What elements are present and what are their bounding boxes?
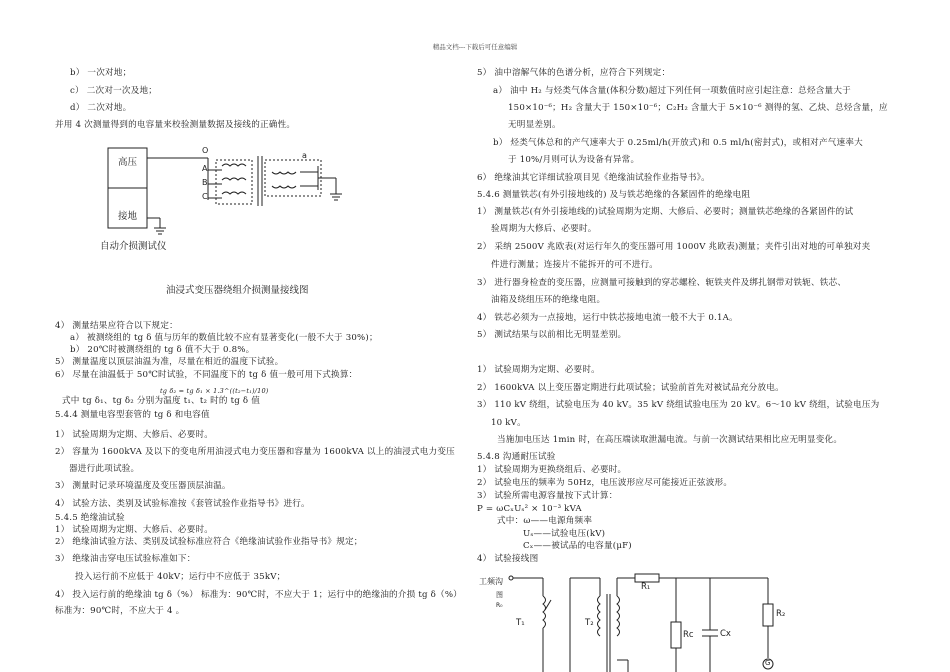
g-label: G: [765, 659, 771, 667]
instrument-label: 自动介损测试仪: [100, 241, 167, 252]
formula-term: Cₓ——被试品的电容量(μF): [523, 541, 632, 551]
list-item: 3） 绝缘油击穿电压试验标准如下：: [55, 554, 196, 564]
list-item: 2） 绝缘油试验方法、类别及试验标准应符合《绝缘油试验作业指导书》规定；: [55, 537, 363, 547]
list-item: 无明显差别。: [508, 120, 561, 130]
list-item: b） 20℃时被测绕组的 tg δ 值不大于 0.8%。: [70, 345, 255, 355]
formula: P = ωCₓUₛ² × 10⁻³ kVA: [477, 504, 582, 514]
paragraph: 式中 tg δ₁、tg δ₂ 分别为温度 t₁、t₂ 时的 tg δ 值: [62, 396, 260, 406]
list-item: 器进行此项试验。: [69, 464, 140, 474]
section-heading: 5.4.4 测量电容型套管的 tg δ 和电容值: [55, 410, 210, 420]
formula: tg δ₂ = tg δ₁ × 1.3^((t₂−t₁)/10): [160, 387, 269, 395]
page-header: 精品文档---下载后可任意编辑: [432, 43, 518, 51]
list-item: 10 kV。: [491, 418, 526, 428]
formula-term: Uₛ——试验电压(kV): [523, 529, 606, 539]
list-item: 2） 容量为 1600kVA 及以下的变电所用油浸式电力变压器和容量为 1600kVA 以上的油浸式电力变压: [55, 447, 455, 457]
rc-label: Rc: [683, 630, 694, 640]
list-item: 4） 铁芯必须为一点接地，运行中铁芯接地电流一般不大于 0.1A。: [477, 313, 738, 323]
source-label: 工频沟: [479, 577, 503, 586]
list-item: b） 烃类气体总和的产气速率大于 0.25ml/h(开放式)和 0.5 ml/h(密封式)，或相对产气速率大: [493, 138, 863, 148]
cx-label: Cx: [720, 629, 731, 639]
list-item: 2） 试验电压的频率为 50Hz，电压波形应尽可能接近正弦波形。: [477, 478, 733, 488]
list-item: 5） 测试结果与以前相比无明显差别。: [477, 330, 627, 340]
box-high-label: 高压: [118, 157, 138, 168]
list-item: 于 10%/月则可认为设备有异常。: [508, 155, 640, 165]
list-item: 5） 油中溶解气体的色谱分析，应符合下列规定：: [477, 68, 671, 78]
list-item: 1） 试验周期为定期、大修后、必要时。: [55, 430, 214, 440]
list-item: 验周期为大修后、必要时。: [491, 224, 597, 234]
terminal-label: A: [202, 164, 208, 173]
list-item: 标准为：90℃时，不应大于 4 。: [55, 606, 185, 616]
section-heading: 5.4.5 绝缘油试验: [55, 513, 125, 523]
list-item: 4） 投入运行前的绝缘油 tg δ（%） 标准为：90℃时，不应大于 1；运行中的绝缘油的介损 tg δ（%）: [55, 590, 462, 600]
list-item: 油箱及绕组压环的绝缘电阻。: [491, 295, 606, 305]
list-item: 1） 试验周期为定期、必要时。: [477, 365, 600, 375]
list-item: 件进行测量；连接片不能拆开的可不进行。: [491, 260, 659, 270]
terminal-label: B: [202, 178, 208, 187]
list-item: a） 油中 H₂ 与烃类气体含量(体积分数)超过下列任何一项数值时应引起注意：总烃含量大于: [493, 86, 851, 96]
paragraph: 并用 4 次测量得到的电容量来校验测量数据及接线的正确性。: [55, 120, 296, 130]
list-item: 3） 试验所需电源容量按下式计算：: [477, 491, 618, 501]
source-label: 图: [496, 591, 503, 599]
section-heading: 5.4.8 沟通耐压试验: [477, 452, 556, 462]
list-item: d） 二次对地。: [70, 103, 132, 113]
t2-label: T₂: [585, 618, 594, 628]
list-item: b） 一次对地；: [70, 68, 132, 78]
list-item: 投入运行前不应低于 40kV；运行中不应低于 35kV；: [75, 572, 286, 582]
r1-label: R₁: [641, 582, 651, 592]
section-heading: 5.4.6 测量铁芯(有外引接地线的) 及与铁芯绝缘的各紧固件的绝缘电阻: [477, 190, 751, 200]
t1-label: T₁: [516, 618, 525, 628]
terminal-label: C: [202, 192, 208, 201]
list-item: 3） 测量时记录环境温度及变压器顶层油温。: [55, 481, 231, 491]
paragraph: 当施加电压达 1min 时，在高压端读取泄漏电流。与前一次测试结果相比应无明显变化。: [497, 435, 843, 445]
list-item: c） 二次对一次及地；: [70, 86, 158, 96]
list-item: 5） 测量温度以顶层油温为准，尽量在相近的温度下试验。: [55, 357, 284, 367]
list-item: 1） 测量铁芯(有外引接地线的)试验周期为定期、大修后、必要时；测量铁芯绝缘的各紧固件的试: [477, 207, 854, 217]
list-item: 6） 尽量在油温低于 50℃时试验，不同温度下的 tg δ 值一般可用下式换算：: [55, 370, 358, 380]
r2-label: R₂: [776, 609, 786, 619]
list-item: 150×10⁻⁶；H₂ 含量大于 150×10⁻⁶；C₂H₂ 含量大于 5×10⁻⁶ 测得的氢、乙炔、总烃含量，应: [508, 103, 888, 113]
box-ground-label: 接地: [118, 211, 138, 222]
list-item: a） 被测绕组的 tg δ 值与历年的数值比较不应有显著变化(一般不大于 30%)；: [70, 333, 378, 343]
list-item: 4） 试验接线图: [477, 554, 539, 564]
list-item: 2） 1600kVA 以上变压器定期进行此项试验；试验前首先对被试品充分放电。: [477, 383, 784, 393]
formula-term: 式中：ω——电源角频率: [497, 516, 593, 526]
list-item: 3） 110 kV 绕组，试验电压为 40 kV。35 kV 绕组试验电压为 20 kV。6～10 kV 绕组，试验电压为: [477, 400, 880, 410]
list-item: 1） 试验周期为更换绕组后、必要时。: [477, 465, 627, 475]
source-label: R₀: [496, 602, 503, 609]
list-item: 2） 采纳 2500V 兆欧表(对运行年久的变压器可用 1000V 兆欧表)测量；夹件引出对地的可单独对夹: [477, 242, 871, 252]
list-item: 4） 试验方法、类别及试验标准按《套管试验作业指导书》进行。: [55, 499, 310, 509]
terminal-label: O: [202, 146, 209, 155]
list-item: 3） 进行器身检查的变压器，应测量可接触到的穿芯螺栓、轭铁夹件及绑扎钢带对铁轭、铁芯、: [477, 278, 847, 288]
diagram-caption: 油浸式变压器绕组介损测量接线图: [166, 285, 309, 296]
terminal-label: a: [302, 151, 307, 160]
list-item: 6） 绝缘油其它详细试验项目见《绝缘油试验作业指导书》。: [477, 173, 710, 183]
list-item: 1） 试验周期为定期、大修后、必要时。: [55, 525, 214, 535]
list-item: 4） 测量结果应符合以下规定：: [55, 321, 178, 331]
